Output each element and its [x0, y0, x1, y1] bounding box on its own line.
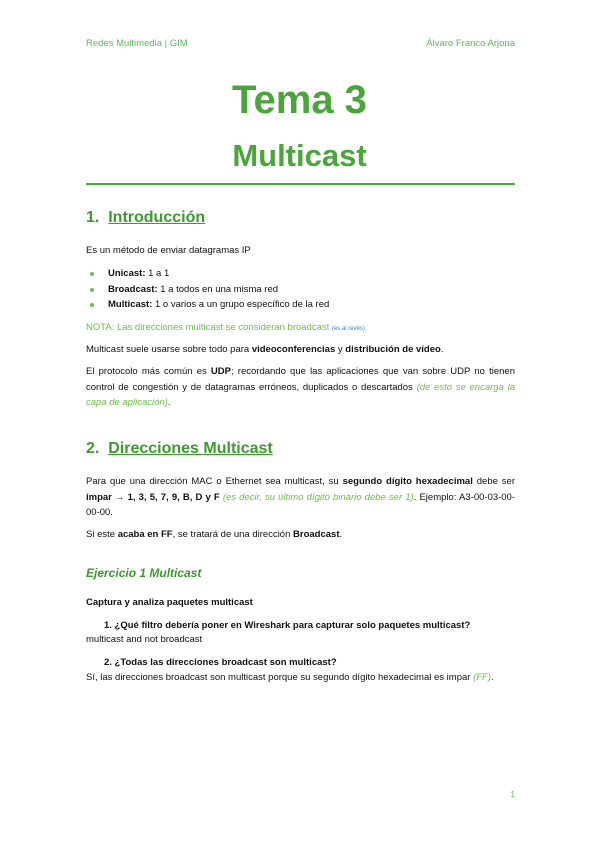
note-text: NOTA: Las direcciones multicast se consideran broadcast (es al revés)	[86, 322, 365, 333]
question-2: 2. ¿Todas las direcciones broadcast son multicast?	[104, 657, 337, 668]
bullet-dot-icon	[90, 272, 94, 276]
paragraph: Para que una dirección MAC o Ethernet sea multicast, su segundo dígito hexadecimal debe ser impar → 1, 3, 5, 7, 9, B, D y F (es decir, su último dígito binario debe ser 1). Ejemplo: A3-00-03-00-00-00.	[86, 476, 516, 518]
title-rule	[86, 183, 515, 185]
section-title: Direcciones Multicast	[108, 440, 273, 457]
exercise-subtitle: Captura y analiza paquetes multicast	[86, 597, 253, 608]
section-heading-introduccion	[86, 209, 205, 227]
paragraph: Multicast suele usarse sobre todo para videoconferencias y distribución de vídeo.	[86, 344, 444, 355]
list-item: Broadcast: 1 a todos en una misma red	[86, 282, 515, 298]
answer-2: Sí, las direcciones broadcast son multicast porque su segundo dígito hexadecimal es impar (FF).	[86, 672, 494, 683]
section-number: 2.	[86, 440, 100, 457]
note-small: (es al revés)	[331, 326, 365, 332]
header-author: Álvaro Franco Arjona	[426, 38, 515, 49]
paragraph: El protocolo más común es UDP; recordando que las aplicaciones que van sobre UDP no tienen control de congestión y de datagramas erróneos, duplicados o descartados (de esto se encarga la capa de aplicación).	[86, 366, 515, 408]
section-heading-direcciones	[86, 440, 273, 458]
bullet-dot-icon	[90, 288, 94, 292]
bullet-dot-icon	[90, 303, 94, 307]
page-number: 1	[510, 790, 515, 799]
exercise-heading: Ejercicio 1 Multicast	[86, 566, 202, 580]
list-item: Multicast: 1 o varios a un grupo específico de la red	[86, 297, 515, 313]
title-sub: Multicast	[232, 138, 367, 173]
title-main: Tema 3	[232, 78, 367, 122]
answer-1: multicast and not broadcast	[86, 634, 203, 645]
question-1: 1. ¿Qué filtro debería poner en Wireshark para capturar solo paquetes multicast?	[104, 620, 471, 631]
list-item: Unicast: 1 a 1	[86, 266, 515, 282]
section-title: Introducción	[108, 209, 206, 226]
intro-text: Es un método de enviar datagramas IP	[86, 245, 251, 256]
section-number: 1.	[86, 209, 100, 226]
header-course: Redes Multimedia | GIM	[86, 38, 188, 49]
paragraph: Si este acaba en FF, se tratará de una dirección Broadcast.	[86, 529, 343, 540]
bullet-list	[86, 266, 515, 313]
